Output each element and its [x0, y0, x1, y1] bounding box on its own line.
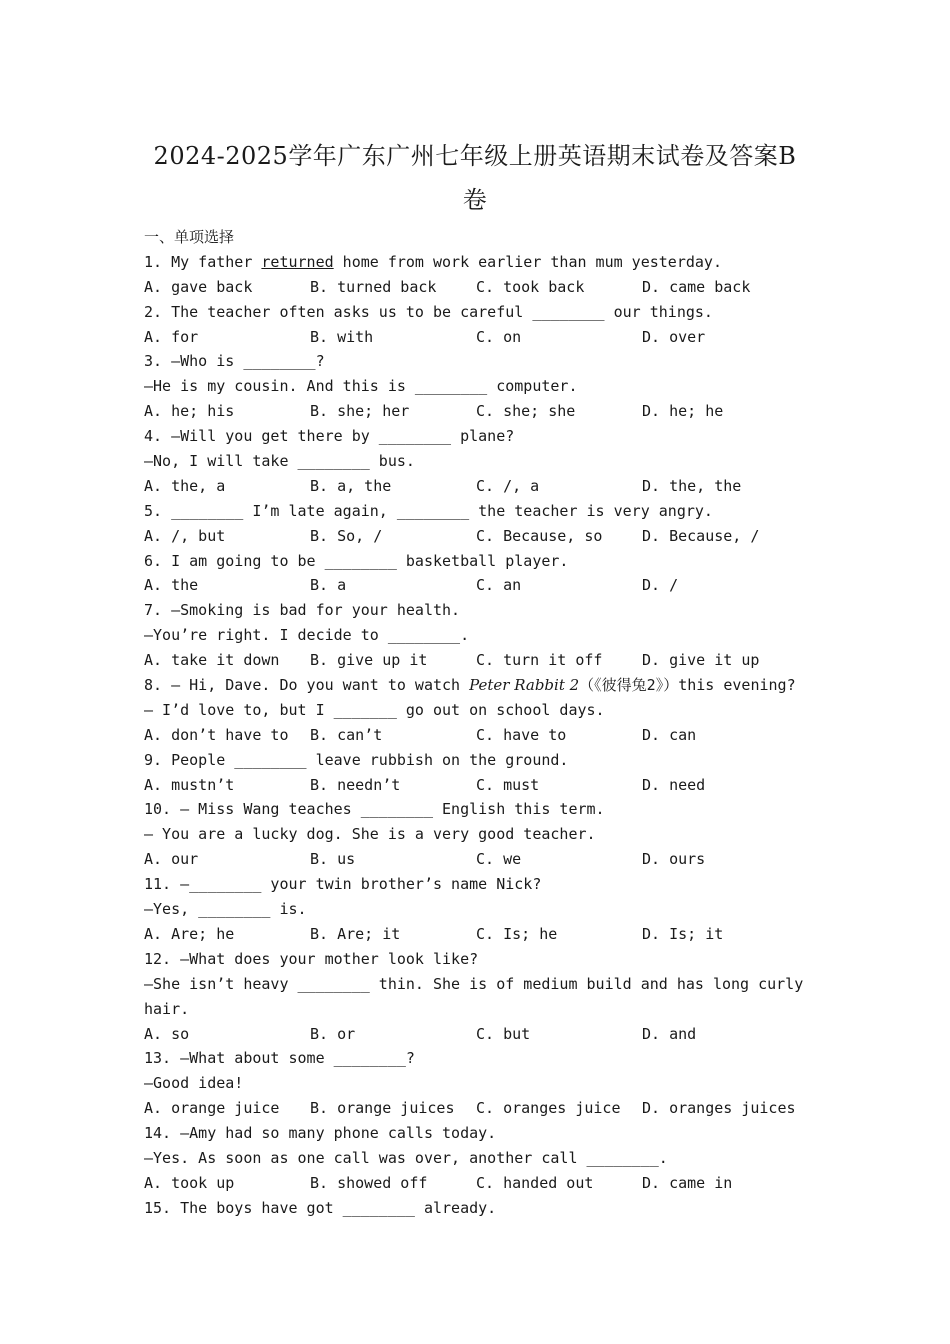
question-line: 6. I am going to be ________ basketball player.	[144, 551, 569, 570]
options-row	[144, 723, 824, 748]
option-a: A. for	[144, 327, 199, 346]
question-text: 1. My father	[144, 252, 262, 271]
option-d: D. /	[642, 576, 679, 595]
option-a: A. mustn’t	[144, 775, 235, 794]
option-c: C. /, a	[476, 476, 540, 495]
option-a: A. gave back	[144, 277, 253, 296]
option-c: C. but	[476, 1024, 531, 1043]
option-d: D. Is; it	[642, 924, 724, 943]
option-d: D. give it up	[642, 651, 760, 670]
options-row	[144, 325, 824, 350]
question-line: —No, I will take ________ bus.	[144, 452, 415, 471]
option-d: D. Because, /	[642, 526, 760, 545]
option-c: C. she; she	[476, 402, 576, 421]
option-d: D. he; he	[642, 402, 724, 421]
title-line-1: 2024-2025学年广东广州七年级上册英语期末试卷及答案B	[153, 142, 797, 170]
question-line: 11. —________ your twin brother’s name Nick?	[144, 875, 542, 894]
option-d: D. can	[642, 725, 697, 744]
option-a: A. orange juice	[144, 1099, 280, 1118]
options-row	[144, 1096, 824, 1121]
option-b: B. turned back	[310, 277, 437, 296]
option-b: B. us	[310, 850, 356, 869]
question-line: — You are a lucky dog. She is a very good teacher.	[144, 825, 596, 844]
option-b: B. Are; it	[310, 924, 401, 943]
question-line: 3. —Who is ________?	[144, 352, 325, 371]
question-line	[144, 250, 824, 275]
question-list	[144, 225, 824, 1221]
question-line: hair.	[144, 999, 190, 1018]
option-d: D. need	[642, 775, 706, 794]
option-b: B. orange juices	[310, 1099, 455, 1118]
option-a: A. /, but	[144, 526, 226, 545]
option-b: B. give up it	[310, 651, 428, 670]
question-line: —You’re right. I decide to ________.	[144, 626, 470, 645]
option-d: D. oranges juices	[642, 1099, 796, 1118]
option-d: D. over	[642, 327, 706, 346]
option-b: B. a	[310, 576, 347, 595]
option-a: A. take it down	[144, 651, 280, 670]
options-row	[144, 474, 824, 499]
option-d: D. and	[642, 1024, 697, 1043]
question-line: 7. —Smoking is bad for your health.	[144, 601, 461, 620]
option-b: B. a, the	[310, 476, 392, 495]
options-row	[144, 773, 824, 798]
option-b: B. she; her	[310, 402, 410, 421]
options-row	[144, 847, 824, 872]
option-b: B. showed off	[310, 1173, 428, 1192]
italic-title: Peter Rabbit 2	[469, 676, 580, 695]
option-d: D. came in	[642, 1173, 733, 1192]
option-b: B. needn’t	[310, 775, 401, 794]
option-b: B. or	[310, 1024, 356, 1043]
option-d: D. came back	[642, 277, 751, 296]
option-d: D. the, the	[642, 476, 742, 495]
option-c: C. must	[476, 775, 540, 794]
question-line: 4. —Will you get there by ________ plane?	[144, 427, 515, 446]
question-line: 14. —Amy had so many phone calls today.	[144, 1124, 497, 1143]
option-c: C. on	[476, 327, 522, 346]
options-row	[144, 922, 824, 947]
option-a: A. our	[144, 850, 199, 869]
option-a: A. the	[144, 576, 199, 595]
question-line	[144, 673, 824, 698]
page-title	[60, 134, 890, 222]
option-a: A. don’t have to	[144, 725, 289, 744]
question-line: —Yes, ________ is.	[144, 900, 307, 919]
title-line-2: 卷	[462, 186, 488, 214]
option-a: A. the, a	[144, 476, 226, 495]
option-b: B. with	[310, 327, 374, 346]
option-a: A. so	[144, 1024, 190, 1043]
option-a: A. he; his	[144, 402, 235, 421]
question-line: 2. The teacher often asks us to be careful ________ our things.	[144, 302, 713, 321]
options-row	[144, 648, 824, 673]
option-b: B. can’t	[310, 725, 383, 744]
option-a: A. Are; he	[144, 924, 235, 943]
question-line: —Good idea!	[144, 1074, 244, 1093]
section-heading: 一、单项选择	[144, 228, 235, 246]
option-d: D. ours	[642, 850, 706, 869]
question-line: 15. The boys have got ________ already.	[144, 1198, 497, 1217]
option-c: C. an	[476, 576, 522, 595]
question-line: —She isn’t heavy ________ thin. She is of medium build and has long curly	[144, 974, 804, 993]
question-line: 9. People ________ leave rubbish on the ground.	[144, 750, 569, 769]
options-row	[144, 1022, 824, 1047]
question-line: —Yes. As soon as one call was over, another call ________.	[144, 1148, 668, 1167]
options-row	[144, 524, 824, 549]
question-text: 8. — Hi, Dave. Do you want to watch	[144, 676, 470, 695]
option-c: C. Because, so	[476, 526, 603, 545]
option-c: C. we	[476, 850, 522, 869]
question-line: —He is my cousin. And this is ________ computer.	[144, 377, 578, 396]
option-b: B. So, /	[310, 526, 383, 545]
option-a: A. took up	[144, 1173, 235, 1192]
option-c: C. handed out	[476, 1173, 594, 1192]
question-text: （《彼得兔2》）this evening?	[579, 676, 796, 695]
options-row	[144, 275, 824, 300]
options-row	[144, 1171, 824, 1196]
option-c: C. Is; he	[476, 924, 558, 943]
option-c: C. have to	[476, 725, 567, 744]
option-c: C. took back	[476, 277, 585, 296]
question-text: home from work earlier than mum yesterday.	[333, 252, 722, 271]
question-line: 10. — Miss Wang teaches ________ English this term.	[144, 800, 605, 819]
question-line: — I’d love to, but I _______ go out on school days.	[144, 700, 605, 719]
options-row	[144, 573, 824, 598]
question-line: 13. —What about some ________?	[144, 1049, 415, 1068]
underlined-word: returned	[261, 252, 334, 271]
options-row	[144, 399, 824, 424]
option-c: C. turn it off	[476, 651, 603, 670]
question-line: 5. ________ I’m late again, ________ the teacher is very angry.	[144, 501, 713, 520]
question-line: 12. —What does your mother look like?	[144, 949, 479, 968]
option-c: C. oranges juice	[476, 1099, 621, 1118]
